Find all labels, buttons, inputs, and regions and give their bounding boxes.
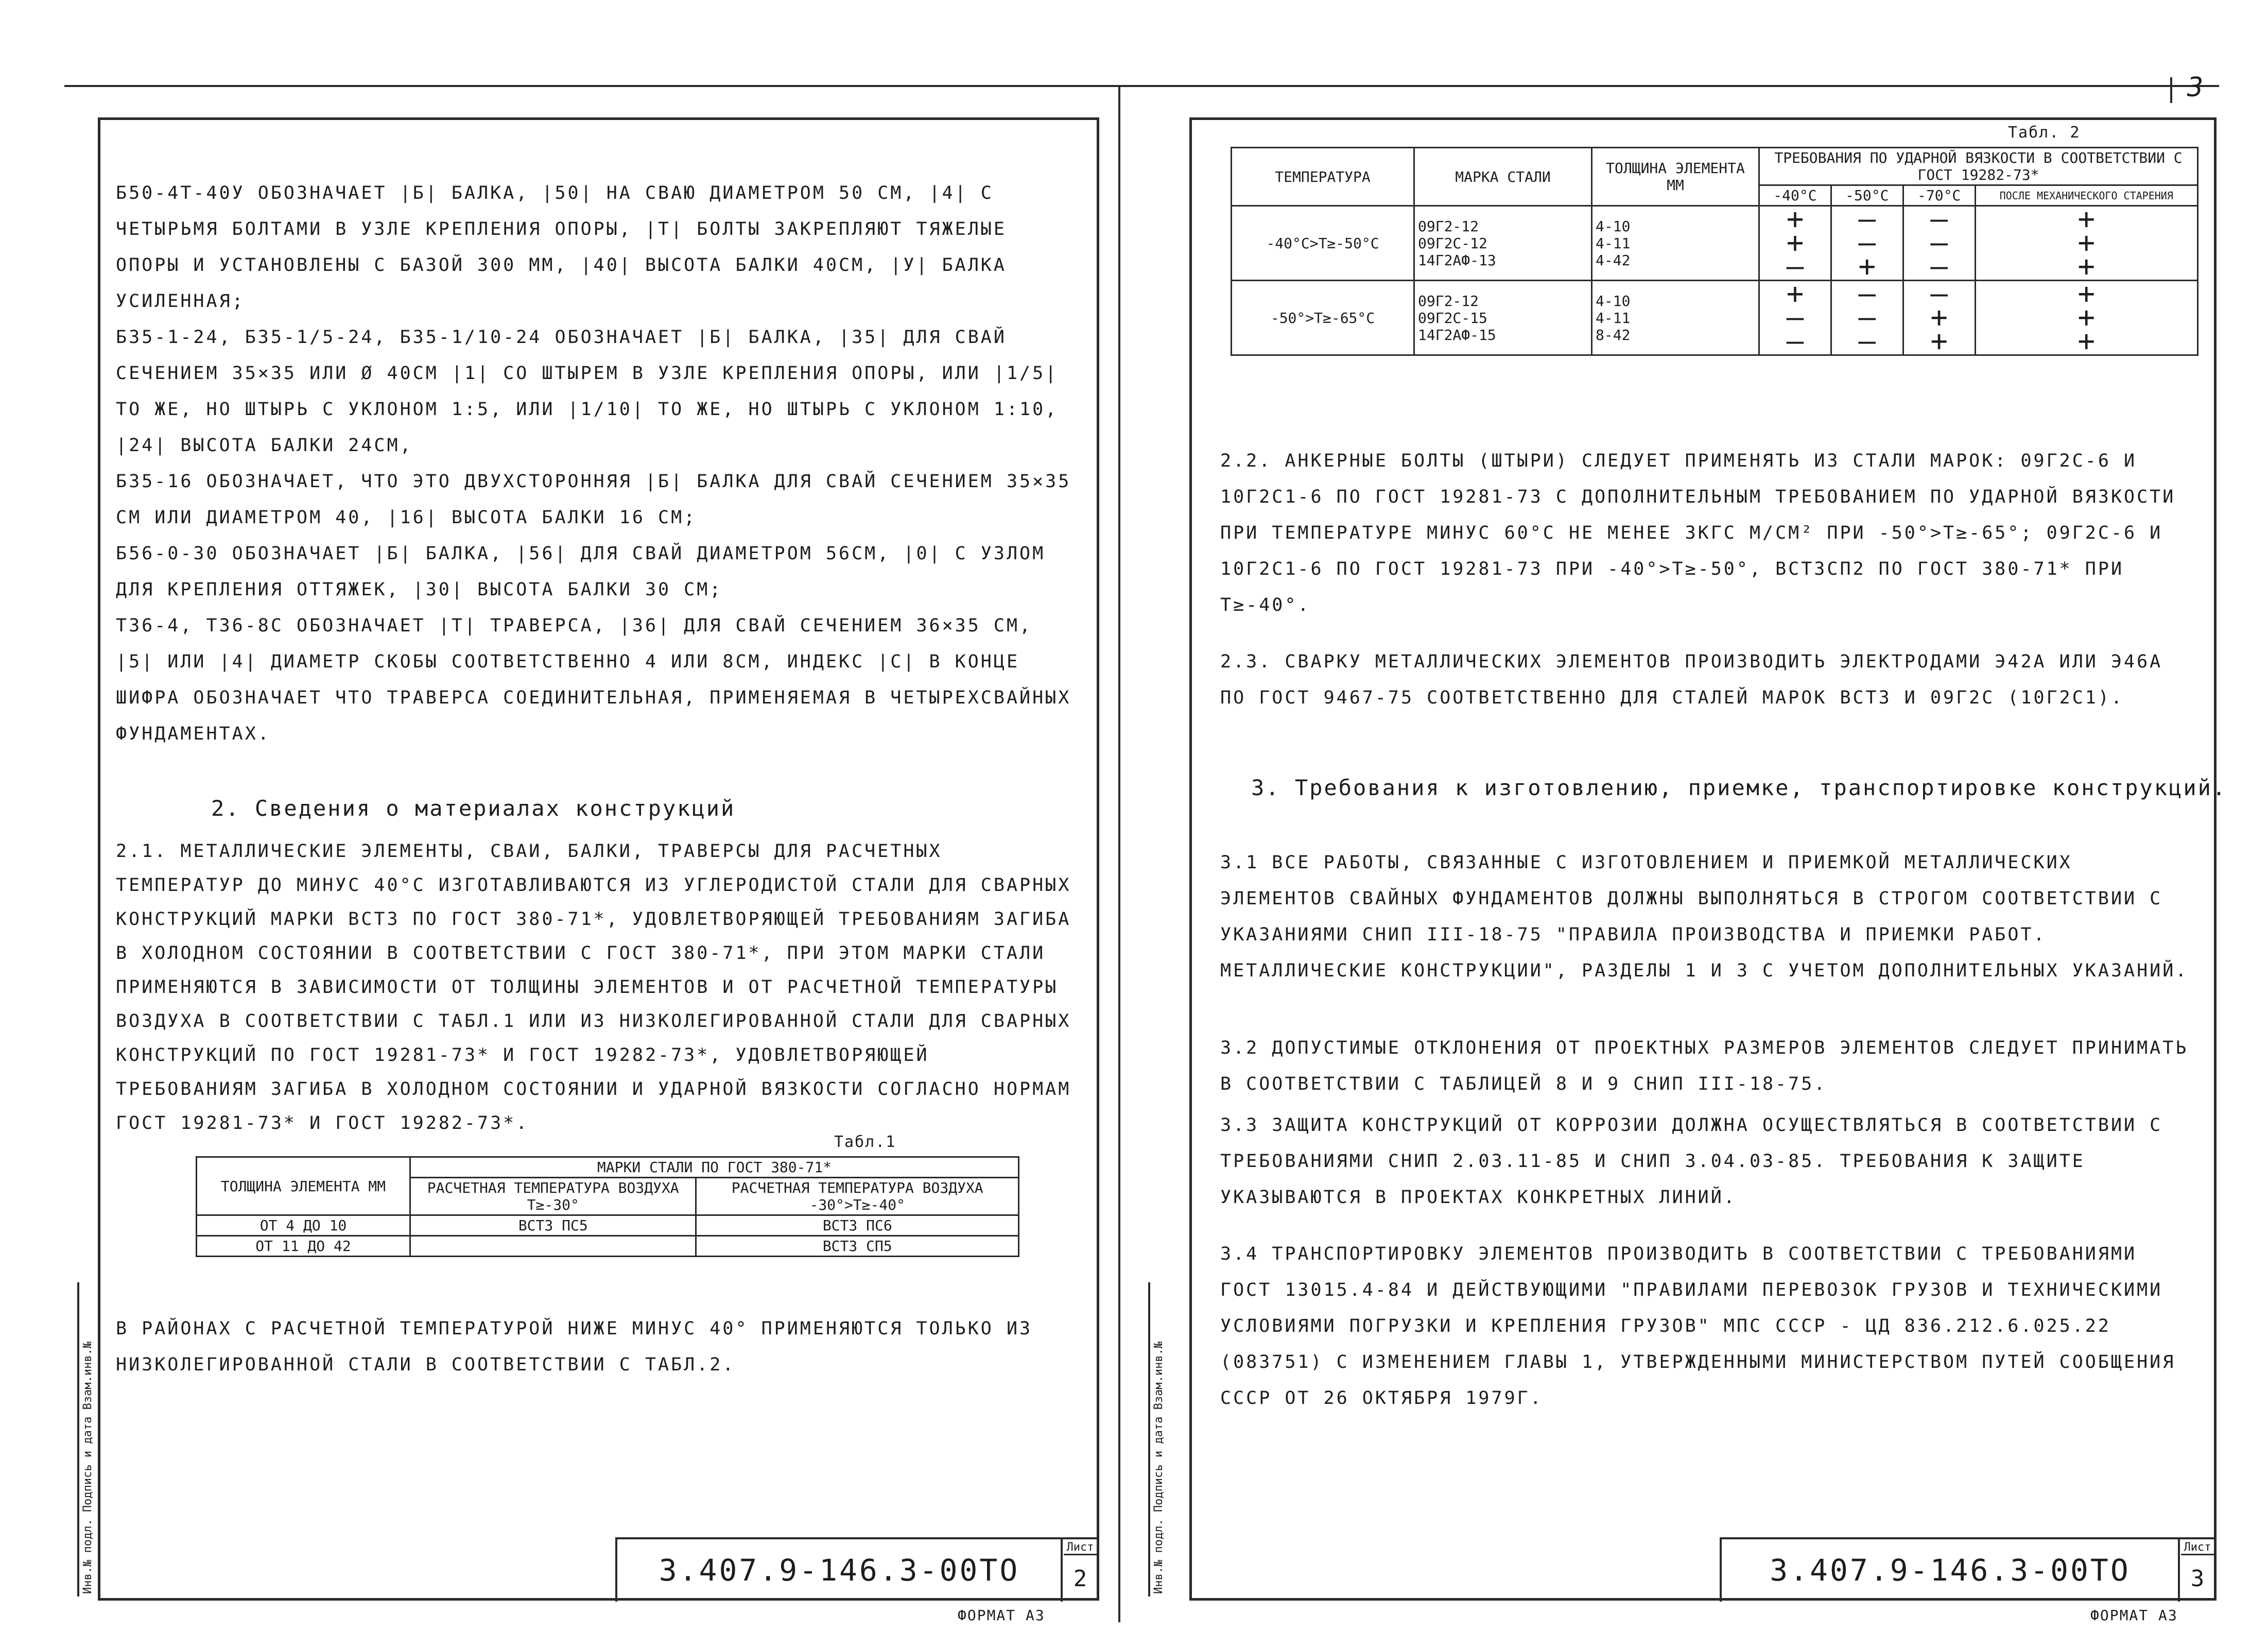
table-2-subcol: -70°С <box>1903 185 1975 206</box>
right-binding-strip <box>1148 1282 1150 1596</box>
right-format-label: ФОРМАТ А3 <box>2090 1607 2178 1624</box>
after-table-1-text: В РАЙОНАХ С РАСЧЕТНОЙ ТЕМПЕРАТУРОЙ НИЖЕ МИНУС 40° ПРИМЕНЯЮТСЯ ТОЛЬКО ИЗ НИЗКОЛЕГИРОВАННОЙ СТАЛИ В СООТВЕТСТВИИ С ТАБЛ.2. <box>116 1318 1033 1375</box>
table-2-marks <box>1975 202 2197 283</box>
table-2-col-thickness: ТОЛЩИНА ЭЛЕМЕНТА ММ <box>1592 148 1759 206</box>
right-stamp-code: 3.407.9-146.3-00ТО <box>1770 1553 2131 1588</box>
left-intro-3: Б35-16 ОБОЗНАЧАЕТ, ЧТО ЭТО ДВУХСТОРОННЯЯ |Б| БАЛКА ДЛЯ СВАЙ СЕЧЕНИЕМ 35×35 СМ ИЛИ ДИАМЕТРОМ 40, |16| ВЫСОТА БАЛКИ 16 СМ; <box>116 471 1071 528</box>
left-intro-2: Б35-1-24, Б35-1/5-24, Б35-1/10-24 ОБОЗНАЧАЕТ |Б| БАЛКА, |35| ДЛЯ СВАЙ СЕЧЕНИЕМ 35×35 ИЛИ Ø 40СМ |1| СО ШТЫРЕМ В УЗЛЕ КРЕПЛЕНИЯ ОПОРЫ, ИЛИ |1/5| ТО ЖЕ, НО ШТЫРЬ С УКЛОНОМ 1:5, ИЛИ |1/10| ТО ЖЕ, НО ШТЫРЬ С УКЛОНОМ 1:10, |24| ВЫСОТА БАЛКИ 24СМ, <box>116 327 1059 456</box>
table-2-marks <box>1831 202 1903 283</box>
top-rule <box>64 85 2219 87</box>
table-2-temp: -50°>T≥-65°C <box>1232 281 1414 355</box>
table-row <box>1232 281 2198 355</box>
table-2-mark: + <box>1930 324 1948 358</box>
table-2-thickness: 4-11 <box>1596 309 1631 327</box>
left-stamp-divider <box>615 1537 617 1602</box>
table-2-thicknesses <box>1592 206 1759 281</box>
table-2-mark: + <box>1786 277 1804 311</box>
table-1-grade: ВСТ3 СП5 <box>696 1236 1019 1257</box>
right-sheet-value: 3 <box>2190 1566 2205 1592</box>
table-2-temp: -40°C>T≥-50°C <box>1232 206 1414 281</box>
table-2-marks <box>1759 202 1831 283</box>
table-1-grade <box>410 1236 696 1257</box>
section-3-2: 3.2 ДОПУСТИМЫЕ ОТКЛОНЕНИЯ ОТ ПРОЕКТНЫХ РАЗМЕРОВ ЭЛЕМЕНТОВ СЛЕДУЕТ ПРИНИМАТЬ В СООТВЕТСТВИИ С ТАБЛИЦЕЙ 8 И 9 СНИП III-18-75. <box>1220 1038 2189 1094</box>
table-2-thickness: 4-42 <box>1596 251 1631 269</box>
table-1-col-temp-2: РАСЧЕТНАЯ ТЕМПЕРАТУРА ВОЗДУХА -30°>T≥-40° <box>696 1178 1019 1215</box>
section-2-1-text: 2.1. МЕТАЛЛИЧЕСКИЕ ЭЛЕМЕНТЫ, СВАИ, БАЛКИ, ТРАВЕРСЫ ДЛЯ РАСЧЕТНЫХ ТЕМПЕРАТУР ДО МИНУС 40°С ИЗГОТАВЛИВАЮТСЯ ИЗ УГЛЕРОДИСТОЙ СТАЛИ ДЛЯ СВАРНЫХ КОНСТРУКЦИЙ МАРКИ ВСТ3 ПО ГОСТ 380-71*, УДОВЛЕТВОРЯЮЩЕЙ ТРЕБОВАНИЯМ ЗАГИБА В ХОЛОДНОМ СОСТОЯНИИ В СООТВЕТСТВИИ С ГОСТ 380-71*, ПРИ ЭТОМ МАРКИ СТАЛИ ПРИМЕНЯЮТСЯ В ЗАВИСИМОСТИ ОТ ТОЛЩИНЫ ЭЛЕМЕНТОВ И ОТ РАСЧЕТНОЙ ТЕМПЕРАТУРЫ ВОЗДУХА В СООТВЕТСТВИИ С ТАБЛ.1 ИЛИ ИЗ НИЗКОЛЕГИРОВАННОЙ СТАЛИ ДЛЯ СВАРНЫХ КОНСТРУКЦИЙ ПО ГОСТ 19281-73* И ГОСТ 19282-73*, УДОВЛЕТВОРЯЮЩЕЙ ТРЕБОВАНИЯМ ЗАГИБА В ХОЛОДНОМ СОСТОЯНИИ И УДАРНОЙ ВЯЗКОСТИ СОГЛАСНО НОРМАМ ГОСТ 19281-73* И ГОСТ 19282-73*. <box>116 841 1071 1134</box>
table-2-subcol: ПОСЛЕ МЕХАНИЧЕСКОГО СТАРЕНИЯ <box>1975 185 2197 206</box>
table-2-mark: — <box>1930 226 1948 260</box>
table-2-thickness: 8-42 <box>1596 326 1631 344</box>
left-format-label: ФОРМАТ А3 <box>958 1607 1045 1624</box>
table-2-mark: + <box>2077 226 2096 260</box>
table-2-grade: 14Г2АФ-13 <box>1418 251 1496 269</box>
table-2-mark: — <box>1858 277 1876 311</box>
left-intro-5: Т36-4, Т36-8С ОБОЗНАЧАЕТ |Т| ТРАВЕРСА, |36| ДЛЯ СВАЙ СЕЧЕНИЕМ 36×35 СМ, |5| ИЛИ |4| ДИАМЕТР СКОБЫ СООТВЕТСТВЕННО 4 ИЛИ 8СМ, ИНДЕКС |С| В КОНЦЕ ШИФРА ОБОЗНАЧАЕТ ЧТО ТРАВЕРСА СОЕДИНИТЕЛЬНАЯ, ПРИМЕНЯЕМАЯ В ЧЕТЫРЕХСВАЙНЫХ ФУНДАМЕНТАХ. <box>116 615 1071 744</box>
table-row <box>1232 206 2198 281</box>
section-2-title: 2. Сведения о материалах конструкций <box>211 796 736 821</box>
section-3-3: 3.3 ЗАЩИТА КОНСТРУКЦИЙ ОТ КОРРОЗИИ ДОЛЖНА ОСУЩЕСТВЛЯТЬСЯ В СООТВЕТСТВИИ С ТРЕБОВАНИЯМИ СНИП 2.03.11-85 И СНИП 3.04.03-85. ТРЕБОВАНИЯ К ЗАЩИТЕ УКАЗЫВАЮТСЯ В ПРОЕКТАХ КОНКРЕТНЫХ ЛИНИЙ. <box>1220 1115 2163 1208</box>
table-2-mark: — <box>1786 250 1804 283</box>
left-sheet-value: 2 <box>1073 1566 1087 1592</box>
table-2-thickness: 4-11 <box>1596 234 1631 252</box>
left-intro-4: Б56-0-30 ОБОЗНАЧАЕТ |Б| БАЛКА, |56| ДЛЯ СВАЙ ДИАМЕТРОМ 56СМ, |0| С УЗЛОМ ДЛЯ КРЕПЛЕНИЯ ОТТЯЖЕК, |30| ВЫСОТА БАЛКИ 30 СМ; <box>116 543 1046 600</box>
table-2 <box>1231 147 2198 356</box>
page-number-divider <box>2170 77 2172 103</box>
table-row <box>197 1236 1019 1257</box>
table-2-mark: + <box>1858 250 1876 283</box>
table-2-thicknesses <box>1592 281 1759 355</box>
table-2-col-temp: ТЕМПЕРАТУРА <box>1232 148 1414 206</box>
table-1 <box>196 1156 1019 1257</box>
table-2-grade: 14Г2АФ-15 <box>1418 326 1496 344</box>
table-2-mark: — <box>1930 277 1948 311</box>
table-2-mark: — <box>1858 202 1876 236</box>
table-2-thickness: 4-10 <box>1596 292 1631 310</box>
table-2-mark: — <box>1858 226 1876 260</box>
table-2-grades <box>1414 206 1592 281</box>
table-2-col-requirements: ТРЕБОВАНИЯ ПО УДАРНОЙ ВЯЗКОСТИ В СООТВЕТСТВИИ С ГОСТ 19282-73* <box>1759 148 2198 185</box>
right-side-label: Инв.№ подл. Подпись и дата Взам.инв.№ <box>1152 1341 1165 1594</box>
table-2-subcol: -40°С <box>1759 185 1831 206</box>
table-2-mark: — <box>1858 301 1876 334</box>
table-1-grade: ВСТ3 ПС5 <box>410 1215 696 1236</box>
table-2-marks <box>1903 202 1975 283</box>
left-stamp-rule <box>615 1537 1099 1539</box>
left-binding-strip <box>77 1282 79 1596</box>
table-2-mark: — <box>1930 202 1948 236</box>
table-row <box>197 1215 1019 1236</box>
table-2-mark: + <box>2077 301 2096 334</box>
table-1-col-group: МАРКИ СТАЛИ ПО ГОСТ 380-71* <box>410 1157 1019 1178</box>
table-2-subcol: -50°С <box>1831 185 1903 206</box>
center-fold-line <box>1118 85 1120 1622</box>
table-1-col-thickness: ТОЛЩИНА ЭЛЕМЕНТА ММ <box>197 1157 410 1215</box>
table-2-marks <box>1903 277 1975 358</box>
table-1-thickness: ОТ 11 ДО 42 <box>197 1236 410 1257</box>
left-intro-1: Б50-4Т-40У ОБОЗНАЧАЕТ |Б| БАЛКА, |50| НА СВАЮ ДИАМЕТРОМ 50 СМ, |4| С ЧЕТЫРЬМЯ БОЛТАМИ В УЗЛЕ КРЕПЛЕНИЯ ОПОРЫ, |Т| БОЛТЫ ЗАКРЕПЛЯЮТ ТЯЖЕЛЫЕ ОПОРЫ И УСТАНОВЛЕНЫ С БАЗОЙ 300 ММ, |40| ВЫСОТА БАЛКИ 40СМ, |У| БАЛКА УСИЛЕННАЯ; <box>116 183 1007 312</box>
left-stamp-sheet-divider <box>1061 1537 1063 1602</box>
table-2-marks <box>1975 277 2197 358</box>
table-2-thickness: 4-10 <box>1596 217 1631 235</box>
table-1-label: Табл.1 <box>834 1133 896 1151</box>
table-2-grade: 09Г2-12 <box>1418 217 1479 235</box>
table-1-col-temp-1: РАСЧЕТНАЯ ТЕМПЕРАТУРА ВОЗДУХА T≥-30° <box>410 1178 696 1215</box>
left-side-label: Инв.№ подл. Подпись и дата Взам.инв.№ <box>81 1341 94 1594</box>
left-sheet-label: Лист <box>1064 1541 1097 1555</box>
right-stamp-sheet-divider <box>2178 1537 2180 1602</box>
table-2-mark: — <box>1930 250 1948 283</box>
table-2-marks <box>1759 277 1831 358</box>
table-2-grade: 09Г2-12 <box>1418 292 1479 310</box>
table-2-grade: 09Г2С-12 <box>1418 234 1487 252</box>
page-number: 3 <box>2187 72 2204 103</box>
table-2-mark: + <box>1786 202 1804 236</box>
table-2-mark: — <box>1786 301 1804 334</box>
section-3-title: 3. Требования к изготовлению, приемке, транспортировке конструкций. <box>1251 775 2227 800</box>
right-stamp-rule <box>1720 1537 2217 1539</box>
table-2-mark: — <box>1786 324 1804 358</box>
table-2-col-grade: МАРКА СТАЛИ <box>1414 148 1592 206</box>
table-1-thickness: ОТ 4 ДО 10 <box>197 1215 410 1236</box>
table-2-mark: + <box>1786 226 1804 260</box>
left-stamp-code: 3.407.9-146.3-00ТО <box>659 1553 1020 1588</box>
section-3-1: 3.1 ВСЕ РАБОТЫ, СВЯЗАННЫЕ С ИЗГОТОВЛЕНИЕМ И ПРИЕМКОЙ МЕТАЛЛИЧЕСКИХ ЭЛЕМЕНТОВ СВАЙНЫХ ФУНДАМЕНТОВ ДОЛЖНЫ ВЫПОЛНЯТЬСЯ В СТРОГОМ СООТВЕТСТВИИ С УКАЗАНИЯМИ СНИП III-18-75 "ПРАВИЛА ПРОИЗВОДСТВА И ПРИЕМКИ РАБОТ. МЕТАЛЛИЧЕСКИЕ КОНСТРУКЦИИ", РАЗДЕЛЫ 1 И 3 С УЧЕТОМ ДОПОЛНИТЕЛЬНЫХ УКАЗАНИЙ. <box>1220 852 2189 981</box>
table-2-mark: + <box>2077 202 2096 236</box>
table-2-mark: + <box>2077 277 2096 311</box>
section-3-4: 3.4 ТРАНСПОРТИРОВКУ ЭЛЕМЕНТОВ ПРОИЗВОДИТЬ В СООТВЕТСТВИИ С ТРЕБОВАНИЯМИ ГОСТ 13015.4-84 И ДЕЙСТВУЮЩИМИ "ПРАВИЛАМИ ПЕРЕВОЗОК ГРУЗОВ И ТЕХНИЧЕСКИМИ УСЛОВИЯМИ ПОГРУЗКИ И КРЕПЛЕНИЯ ГРУЗОВ" МПС СССР - ЦД 836.212.6.025.22 (083751) С ИЗМЕНЕНИЕМ ГЛАВЫ 1, УТВЕРЖДЕННЫМИ МИНИСТЕРСТВОМ ПУТЕЙ СООБЩЕНИЯ СССР ОТ 26 ОКТЯБРЯ 1979Г. <box>1220 1244 2176 1409</box>
table-2-mark: + <box>2077 250 2096 283</box>
para-2-2: 2.2. АНКЕРНЫЕ БОЛТЫ (ШТЫРИ) СЛЕДУЕТ ПРИМЕНЯТЬ ИЗ СТАЛИ МАРОК: 09Г2С-6 И 10Г2С1-6 ПО ГОСТ 19281-73 С ДОПОЛНИТЕЛЬНЫМ ТРЕБОВАНИЕМ ПО УДАРНОЙ ВЯЗКОСТИ ПРИ ТЕМПЕРАТУРЕ МИНУС 60°С НЕ МЕНЕЕ 3КГС М/СМ² ПРИ -50°>T≥-65°; 09Г2С-6 И 10Г2С1-6 ПО ГОСТ 19281-73 ПРИ -40°>T≥-50°, ВСТ3СП2 ПО ГОСТ 380-71* ПРИ T≥-40°. <box>1220 451 2176 615</box>
para-2-3: 2.3. СВАРКУ МЕТАЛЛИЧЕСКИХ ЭЛЕМЕНТОВ ПРОИЗВОДИТЬ ЭЛЕКТРОДАМИ Э42А ИЛИ Э46А ПО ГОСТ 9467-75 СООТВЕТСТВЕННО ДЛЯ СТАЛЕЙ МАРОК ВСТ3 И 09Г2С (10Г2С1). <box>1220 651 2163 708</box>
table-1-grade: ВСТ3 ПС6 <box>696 1215 1019 1236</box>
table-2-grades <box>1414 281 1592 355</box>
table-2-label: Табл. 2 <box>2008 124 2081 142</box>
table-2-mark: + <box>1930 301 1948 334</box>
table-2-marks <box>1831 277 1903 358</box>
right-stamp-divider <box>1720 1537 1722 1602</box>
table-2-mark: + <box>2077 324 2096 358</box>
table-2-mark: — <box>1858 324 1876 358</box>
right-sheet-label: Лист <box>2181 1541 2214 1555</box>
table-2-grade: 09Г2С-15 <box>1418 309 1487 327</box>
